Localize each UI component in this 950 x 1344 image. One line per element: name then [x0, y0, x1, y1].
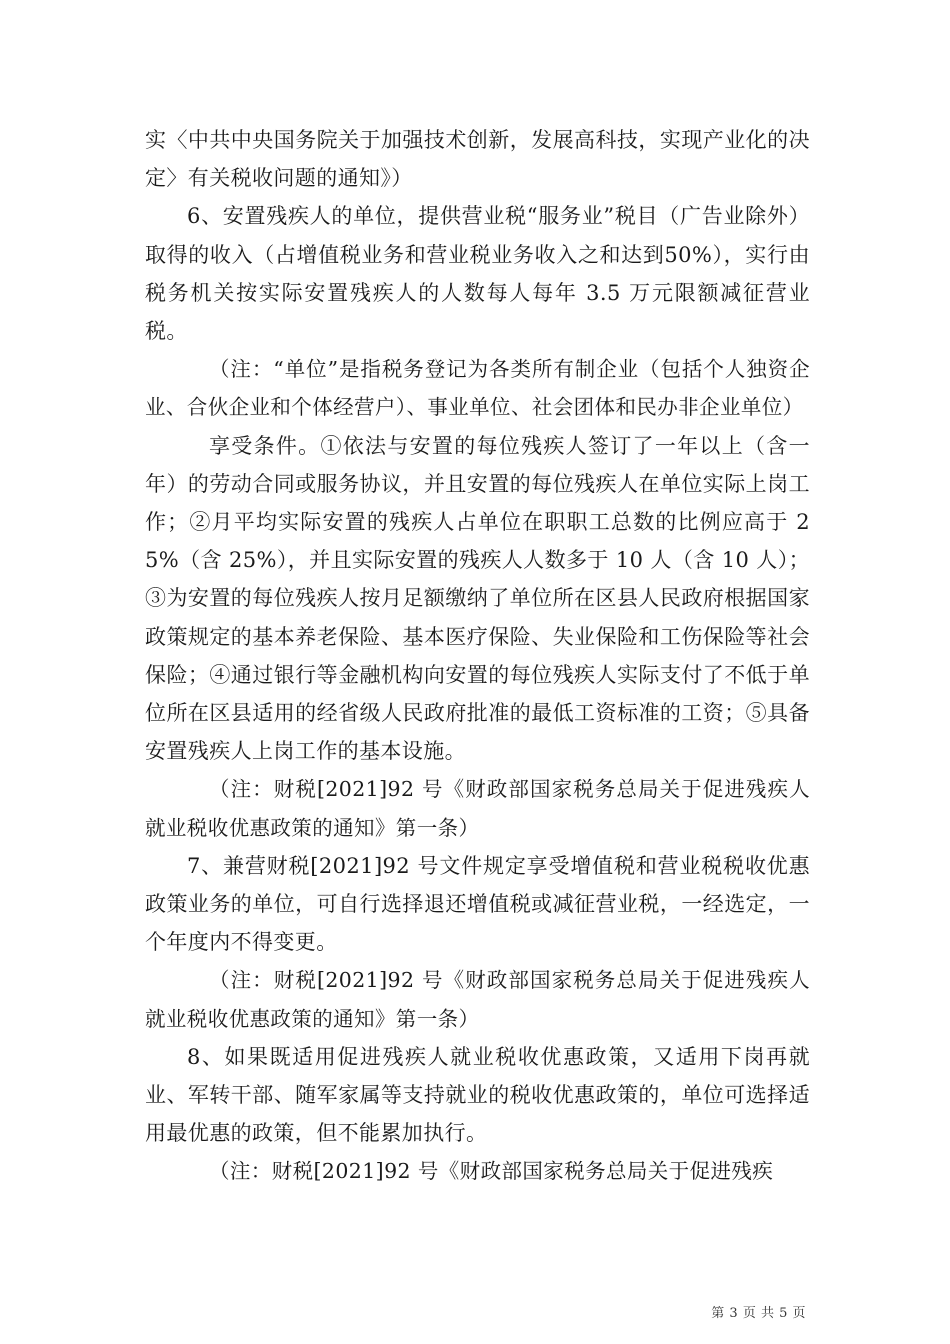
paragraph-note-unit: （注：“单位”是指税务登记为各类所有制企业（包括个人独资企业、合伙企业和个体经营户）、事业单位、社会团体和民办非企业单位） [145, 357, 810, 420]
paragraph-note-citation-1: （注：财税[2021]92 号《财政部国家税务总局关于促进残疾人就业税收优惠政策的通知》第一条） [145, 777, 810, 840]
document-body [145, 121, 810, 1191]
paragraph-item-6: 6、安置残疾人的单位，提供营业税“服务业”税目（广告业除外）取得的收入（占增值税业务和营业税业务收入之和达到50%），实行由税务机关按实际安置残疾人的人数每人每年 3.5 万元限额减征营业税。 [145, 204, 810, 344]
paragraph-item-8: 8、如果既适用促进残疾人就业税收优惠政策，又适用下岗再就业、军转干部、随军家属等支持就业的税收优惠政策的，单位可选择适用最优惠的政策，但不能累加执行。 [145, 1044, 810, 1146]
paragraph-item-7: 7、兼营财税[2021]92 号文件规定享受增值税和营业税税收优惠政策业务的单位，可自行选择退还增值税或减征营业税，一经选定，一个年度内不得变更。 [145, 853, 810, 955]
page-number: 第 3 页 共 5 页 [711, 1306, 806, 1321]
paragraph-continuation: 实〈中共中央国务院关于加强技术创新，发展高科技，实现产业化的决定〉有关税收问题的通知》） [145, 128, 810, 191]
paragraph-note-citation-2: （注：财税[2021]92 号《财政部国家税务总局关于促进残疾人就业税收优惠政策的通知》第一条） [145, 968, 810, 1031]
paragraph-note-citation-3: （注：财税[2021]92 号《财政部国家税务总局关于促进残疾 [209, 1159, 774, 1184]
paragraph-conditions: 享受条件。①依法与安置的每位残疾人签订了一年以上（含一年）的劳动合同或服务协议，并且安置的每位残疾人在单位实际上岗工作；②月平均实际安置的残疾人占单位在职职工总数的比例应高于 25%（含 25%），并且实际安置的残疾人人数多于 10 人（含 10 人）；③为安置的每位残疾人按月足额缴纳了单位所在区县人民政府根据国家政策规定的基本养老保险、基本医疗保险、失业保险和工伤保险等社会保险；④通过银行等金融机构向安置的每位残疾人实际支付了不低于单位所在区县适用的经省级人民政府批准的最低工资标准的工资；⑤具备安置残疾人上岗工作的基本设施。 [145, 433, 811, 764]
